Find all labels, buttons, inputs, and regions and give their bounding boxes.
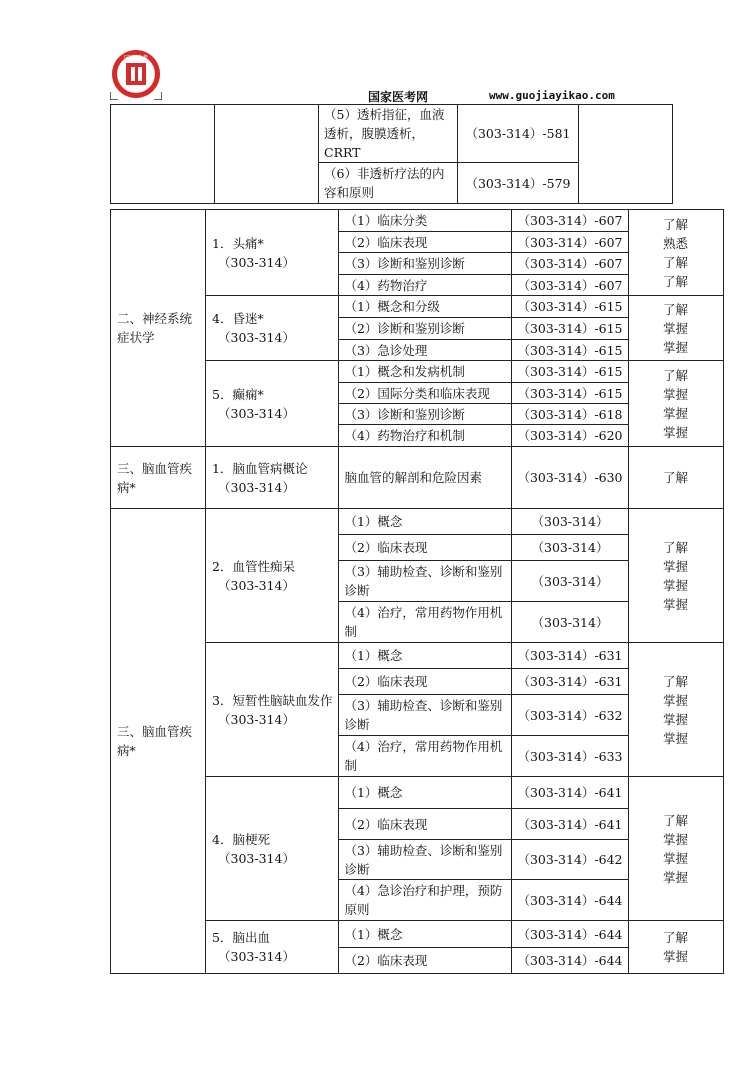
- item-content: （3）辅助检查、诊断和鉴别诊断: [339, 695, 512, 736]
- item-content: （4）治疗，常用药物作用机制: [339, 602, 512, 643]
- topic-title: 1．头痛*: [212, 235, 264, 251]
- item-content: （2）临床表现: [339, 535, 512, 561]
- level: 掌握: [662, 949, 688, 964]
- level: 掌握: [662, 424, 688, 440]
- topic-cell: [206, 361, 339, 447]
- topic-title: 5．癫痫*: [212, 386, 264, 402]
- topic-code: （303-314）: [218, 577, 295, 593]
- item-content: 脑血管的解剖和危险因素: [339, 447, 512, 509]
- item-ref: （303-314）-644: [512, 948, 628, 974]
- item-ref: （303-314）-607: [512, 210, 628, 232]
- level: 了解: [662, 673, 688, 689]
- item-ref: （303-314）-607: [512, 275, 628, 296]
- topic-cell: [206, 777, 339, 921]
- topic-code: （303-314）: [218, 330, 295, 345]
- topic-code: （303-314）: [218, 479, 295, 495]
- item-content: （2）临床表现: [339, 809, 512, 840]
- level: 掌握: [662, 386, 688, 402]
- level: 了解: [662, 812, 688, 828]
- item-ref: （303-314）-579: [458, 163, 579, 204]
- topic-code: （303-314）: [218, 850, 295, 866]
- level: 了解: [662, 216, 688, 232]
- item-content: （1）临床分类: [339, 210, 512, 232]
- topic-cell: [206, 921, 339, 974]
- item-ref: （303-314）-615: [512, 296, 628, 318]
- item-ref: （303-314）-607: [512, 232, 628, 253]
- level: 熟悉: [662, 235, 688, 251]
- item-ref: （303-314）: [512, 602, 628, 643]
- topic-cell: [206, 296, 339, 361]
- level: 了解: [662, 273, 688, 289]
- item-ref: （303-314）-607: [512, 253, 628, 275]
- topic-title: 2．血管性痴呆: [212, 558, 295, 574]
- level-cell: [628, 361, 723, 447]
- item-content: （2）国际分类和临床表现: [339, 383, 512, 404]
- topic-cell: [206, 210, 339, 296]
- level: 了解: [662, 539, 688, 555]
- item-ref: （303-314）-641: [512, 777, 628, 809]
- level-cell: [628, 509, 723, 643]
- item-ref: （303-314）-630: [512, 447, 628, 509]
- syllabus-table: [110, 209, 724, 974]
- item-content: （4）治疗，常用药物作用机制: [339, 736, 512, 777]
- item-ref: （303-314）-633: [512, 736, 628, 777]
- level: 了解: [662, 254, 688, 270]
- svg-text:国家医考: 国家医考: [123, 55, 149, 62]
- logo: [110, 48, 162, 100]
- level-cell: [628, 777, 723, 921]
- item-content: （6）非透析疗法的内容和原则: [319, 163, 458, 204]
- item-ref: （303-314）-618: [512, 404, 628, 425]
- level: 掌握: [662, 692, 688, 708]
- empty-cell: [215, 105, 319, 204]
- topic-title: 3．短暂性脑缺血发作: [212, 692, 333, 708]
- level: 掌握: [662, 405, 688, 421]
- section-title: 二、神经系统症状学: [111, 210, 206, 447]
- item-ref: （303-314）-644: [512, 880, 628, 921]
- level: 掌握: [662, 558, 688, 574]
- level-cell: [628, 296, 723, 361]
- item-content: （4）药物治疗: [339, 275, 512, 296]
- topic-code: （303-314）: [218, 405, 295, 421]
- item-content: （1）概念和发病机制: [339, 361, 512, 383]
- item-content: （1）概念: [339, 921, 512, 948]
- site-name: 国家医考网: [368, 90, 429, 104]
- item-content: （3）辅助检查、诊断和鉴别诊断: [339, 840, 512, 880]
- item-ref: （303-314）-615: [512, 318, 628, 340]
- item-content: （4）药物治疗和机制: [339, 425, 512, 447]
- item-ref: （303-314）-615: [512, 361, 628, 383]
- item-content: （2）临床表现: [339, 232, 512, 253]
- level-cell: [628, 643, 723, 777]
- level: 掌握: [662, 577, 688, 593]
- topic-title: 4．昏迷*: [212, 311, 264, 326]
- item-content: （4）急诊治疗和护理，预防原则: [339, 880, 512, 921]
- item-ref: （303-314）-620: [512, 425, 628, 447]
- item-ref: （303-314）-615: [512, 383, 628, 404]
- level-cell: [628, 921, 723, 974]
- item-ref: （303-314）: [512, 535, 628, 561]
- item-content: （3）诊断和鉴别诊断: [339, 404, 512, 425]
- level: 掌握: [662, 339, 688, 355]
- topic-cell: [206, 643, 339, 777]
- item-content: （1）概念: [339, 643, 512, 669]
- item-content: （2）诊断和鉴别诊断: [339, 318, 512, 340]
- empty-cell: [579, 105, 673, 204]
- item-ref: （303-314）-615: [512, 340, 628, 361]
- item-ref: （303-314）-641: [512, 809, 628, 840]
- item-content: （3）急诊处理: [339, 340, 512, 361]
- site-url[interactable]: www.guojiayikao.com: [489, 89, 615, 102]
- item-ref: （303-314）-644: [512, 921, 628, 948]
- level: 掌握: [662, 596, 688, 612]
- item-ref: （303-314）-631: [512, 643, 628, 669]
- topic-code: （303-314）: [218, 949, 295, 964]
- level: 了解: [628, 447, 723, 509]
- level: 了解: [662, 367, 688, 383]
- topic-title: 4．脑梗死: [212, 831, 270, 847]
- item-ref: （303-314）: [512, 509, 628, 535]
- item-content: （3）辅助检查、诊断和鉴别诊断: [339, 561, 512, 602]
- empty-cell: [111, 105, 215, 204]
- level: 掌握: [662, 831, 688, 847]
- item-ref: （303-314）-581: [458, 105, 579, 163]
- topic-title: 1．脑血管病概论: [212, 460, 308, 476]
- level: 掌握: [662, 869, 688, 885]
- item-content: （2）临床表现: [339, 948, 512, 974]
- topic-code: （303-314）: [218, 711, 295, 727]
- level: 掌握: [662, 711, 688, 727]
- item-content: （3）诊断和鉴别诊断: [339, 253, 512, 275]
- topic-title: 5．脑出血: [212, 930, 270, 945]
- level: 了解: [662, 301, 688, 317]
- item-content: （5）透析指征，血液透析，腹膜透析，CRRT: [319, 105, 458, 163]
- level: 掌握: [662, 320, 688, 336]
- level: 了解: [662, 930, 688, 945]
- item-content: （1）概念: [339, 777, 512, 809]
- item-content: （1）概念: [339, 509, 512, 535]
- level: 掌握: [662, 850, 688, 866]
- topic-code: （303-314）: [218, 254, 295, 270]
- item-ref: （303-314）-642: [512, 840, 628, 880]
- section-title: 三、脑血管疾病*: [111, 447, 206, 509]
- item-content: （1）概念和分级: [339, 296, 512, 318]
- topic-cell: [206, 447, 339, 509]
- level-cell: [628, 210, 723, 296]
- table-continued: [110, 104, 673, 204]
- topic-cell: [206, 509, 339, 643]
- section-title: 三、脑血管疾病*: [111, 509, 206, 974]
- item-ref: （303-314）: [512, 561, 628, 602]
- item-ref: （303-314）-631: [512, 669, 628, 695]
- level: 掌握: [662, 730, 688, 746]
- item-content: （2）临床表现: [339, 669, 512, 695]
- item-ref: （303-314）-632: [512, 695, 628, 736]
